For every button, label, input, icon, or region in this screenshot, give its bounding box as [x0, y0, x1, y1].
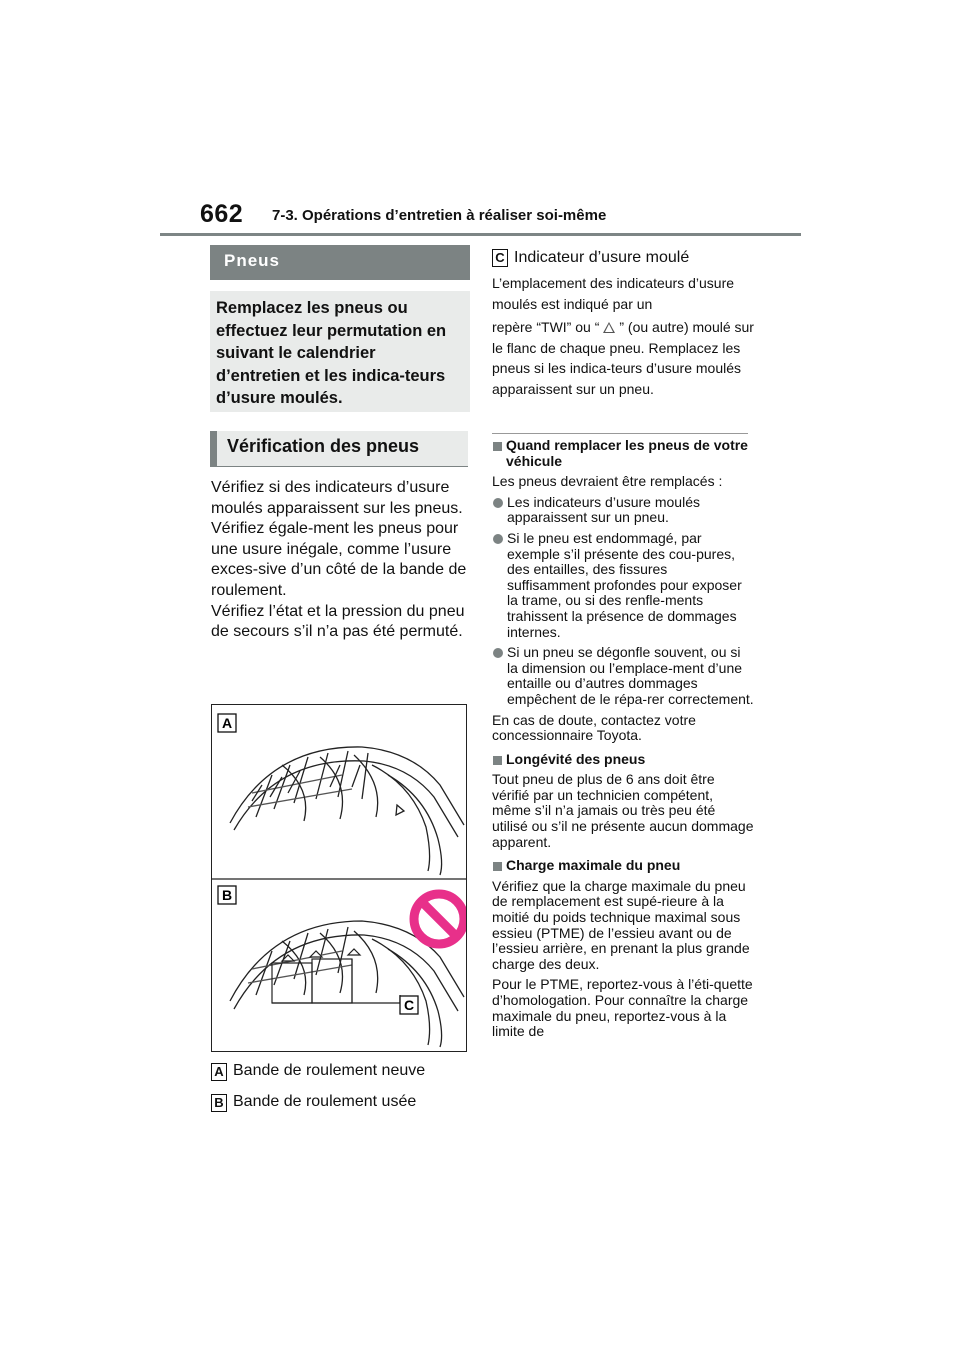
longevity-text: Tout pneu de plus de 6 ans doit être vérifié par un technicien compétent, même s’il n’a jamais ou très peu été utilisé ou s’il ne présente aucun dommage apparent.	[492, 771, 754, 850]
indicator-body	[492, 273, 754, 399]
longevity-title: Longévité des pneus	[506, 750, 646, 767]
list-item: Si un pneu se dégonfle souvent, ou si la dimension ou l’emplace-ment d’une entaille ou d’autres dommages empêchent de le répa-rer correctement.	[492, 645, 754, 707]
right-divider	[492, 433, 748, 434]
when-intro: Les pneus devraient être remplacés :	[492, 473, 723, 490]
indicator-heading	[492, 249, 754, 267]
tire-tread-figure	[211, 704, 467, 1052]
pneus-title: Pneus	[224, 251, 281, 270]
figure-label-a: A	[221, 715, 233, 731]
intro-text: Remplacez les pneus ou effectuez leur permutation en suivant le calendrier d’entretien et les indica-teurs d’usure moulés.	[216, 299, 447, 407]
square-bullet-icon	[493, 442, 502, 451]
verification-paragraph-2: Vérifiez l’état et la pression du pneu de secours s’il n’a pas été permuté.	[211, 602, 465, 641]
caption-b-text: Bande de roulement usée	[233, 1093, 417, 1110]
charge-heading	[492, 858, 754, 874]
longevity-heading	[492, 752, 754, 768]
bullet-dot-icon	[493, 648, 503, 658]
tire-illustration	[212, 705, 466, 1051]
indicator-label: C	[492, 249, 508, 267]
triangle-icon	[603, 322, 615, 333]
indicator-line-2b: ” (ou autre) moulé sur le flanc de chaque pneu. Remplacez les pneus si les indica-teurs d’usure moulés apparaissent sur un pneu.	[492, 319, 754, 397]
charge-title: Charge maximale du pneu	[506, 857, 681, 874]
pneus-heading	[210, 245, 470, 280]
header-rule	[160, 233, 801, 236]
figure-label-b: B	[221, 887, 233, 903]
indicator-line-2a: repère “TWI” ou “	[492, 319, 600, 335]
charge-paragraph-1: Vérifiez que la charge maximale du pneu de remplacement est supé-rieure à la moitié du poids technique maximal sous essieu (PTME) de l’essieu avant ou de l’essieu arrière, en prenant la plus grande charge des deux.	[492, 877, 750, 972]
doubt-text: En cas de doute, contactez votre concessionnaire Toyota.	[492, 711, 696, 744]
when-heading	[492, 438, 754, 469]
section-title: 7-3. Opérations d’entretien à réaliser soi-même	[272, 207, 607, 224]
new-tire-drawing	[230, 747, 464, 875]
charge-paragraph-2: Pour le PTME, reportez-vous à l’éti-quette d’homologation. Pour connaître la charge maximale du pneu, reportez-vous à la limite de	[492, 976, 753, 1040]
verification-heading	[210, 431, 468, 467]
caption-a-text: Bande de roulement neuve	[233, 1062, 426, 1079]
tire-replacement-info	[492, 438, 754, 1040]
caption-b-label: B	[211, 1094, 227, 1112]
indicator-line-1: L’emplacement des indicateurs d’usure moulés est indiqué par un	[492, 275, 735, 312]
intro-box	[210, 291, 470, 412]
caption-a	[211, 1062, 425, 1081]
prohibited-icon	[414, 894, 464, 944]
square-bullet-icon	[493, 756, 502, 765]
verification-paragraph-1: Vérifiez si des indicateurs d’usure moulés apparaissent sur les pneus. Vérifiez égale-ment les pneus pour une usure inégale, comme l’usure exces-sive d’un côté de la bande de roulement.	[211, 479, 467, 599]
bullet-dot-icon	[493, 534, 503, 544]
verification-title: Vérification des pneus	[227, 436, 420, 456]
caption-b	[211, 1093, 416, 1112]
figure-label-c: C	[403, 997, 415, 1013]
page-number: 662	[200, 200, 244, 228]
list-item: Si le pneu est endommagé, par exemple s’il présente des cou-pures, des entailles, des fissures suffisamment profondes pour exposer la trame, ou si des renfle-ments trahissent la présence de dommages internes.	[492, 531, 754, 640]
verification-body	[211, 478, 469, 643]
square-bullet-icon	[493, 862, 502, 871]
caption-a-label: A	[211, 1063, 227, 1081]
indicator-title: Indicateur d’usure moulé	[514, 249, 690, 266]
list-item: Les indicateurs d’usure moulés apparaissent sur un pneu.	[492, 495, 754, 526]
bullet-dot-icon	[493, 498, 503, 508]
when-title: Quand remplacer les pneus de votre véhicule	[506, 437, 748, 469]
